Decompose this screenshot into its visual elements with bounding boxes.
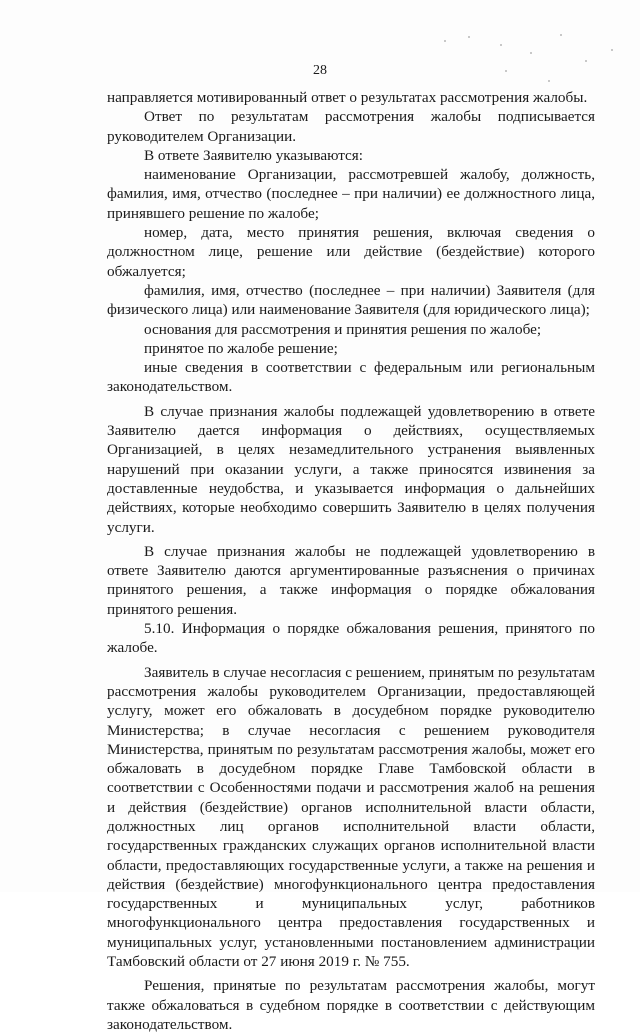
scan-speck: [560, 34, 562, 36]
paragraph: направляется мотивированный ответ о результатах рассмотрения жалобы.: [107, 89, 588, 106]
paragraph: Решения, принятые по результатам рассмотрения жалобы, могут также обжаловаться в судебном порядке в соответствии с действующим законодательством.: [107, 977, 595, 1033]
paragraph: фамилия, имя, отчество (последнее – при наличии) Заявителя (для физического лица) или наименование Заявителя (для юридического лица);: [107, 281, 595, 319]
scan-speck: [468, 36, 470, 38]
scan-speck: [500, 44, 502, 46]
paragraph: В случае признания жалобы подлежащей удовлетворению в ответе Заявителю дается информация о действиях, осуществляемых Организацией, в целях незамедлительного устранения выявленных нарушений при оказании услуги, а также приносятся извинения за доставленные неудобства, и указывается информация о дальнейших действиях, которые необходимо совершить Заявителю в целях получения услуги.: [107, 402, 595, 536]
scan-speck: [611, 49, 613, 51]
paragraph: номер, дата, место принятия решения, включая сведения о должностном лице, решение или действие (бездействие) которого обжалуется;: [107, 224, 595, 280]
scan-speck: [505, 70, 507, 72]
paragraph: основания для рассмотрения и принятия решения по жалобе;: [144, 320, 542, 338]
paragraph: Заявитель в случае несогласия с решением, принятым по результатам рассмотрения жалобы руководителем Организации, предоставляющей услугу, может его обжаловать в досудебном порядке руководителю Министерства; в случае несогласия с решением руководителя Министерства, принятым по результатам рассмотрения жалобы, может его обжаловать в досудебном порядке Главе Тамбовской области в соответствии с Особенностями подачи и рассмотрения жалоб на решения и действия (бездействие) органов исполнительной власти области, должностных лиц органов исполнительной власти области, государственных гражданских служащих органов исполнительной власти области, предоставляющих государственные услуги, а также на решения и действия (бездействие) многофункционального центра предоставления государственных и муниципальных услуг, работников многофункционального центра предоставления государственных и муниципальных услуг, установленными постановлением администрации Тамбовский области от 27 июня 2019 г. № 755.: [107, 663, 595, 971]
scan-speck: [530, 52, 532, 54]
document-body: [107, 88, 595, 1034]
paragraph: В ответе Заявителю указываются:: [144, 146, 364, 164]
scan-speck: [585, 60, 587, 62]
scan-speck: [444, 40, 446, 42]
paragraph: Ответ по результатам рассмотрения жалобы подписывается руководителем Организации.: [107, 108, 595, 145]
page-number: 28: [313, 63, 327, 78]
paragraph: В случае признания жалобы не подлежащей удовлетворению в ответе Заявителю даются аргументированные разъяснения о причинах принятого решения, а также информация о порядке обжалования принятого решения.: [107, 542, 595, 618]
paragraph: наименование Организации, рассмотревшей жалобу, должность, фамилия, имя, отчество (последнее – при наличии) ее должностного лица, принявшего решение по жалобе;: [107, 166, 595, 222]
paragraph: иные сведения в соответствии с федеральным или региональным законодательством.: [107, 359, 595, 396]
scan-speck: [548, 80, 550, 82]
paragraph: принятое по жалобе решение;: [144, 339, 338, 357]
paragraph: 5.10. Информация о порядке обжалования решения, принятого по жалобе.: [107, 620, 595, 657]
